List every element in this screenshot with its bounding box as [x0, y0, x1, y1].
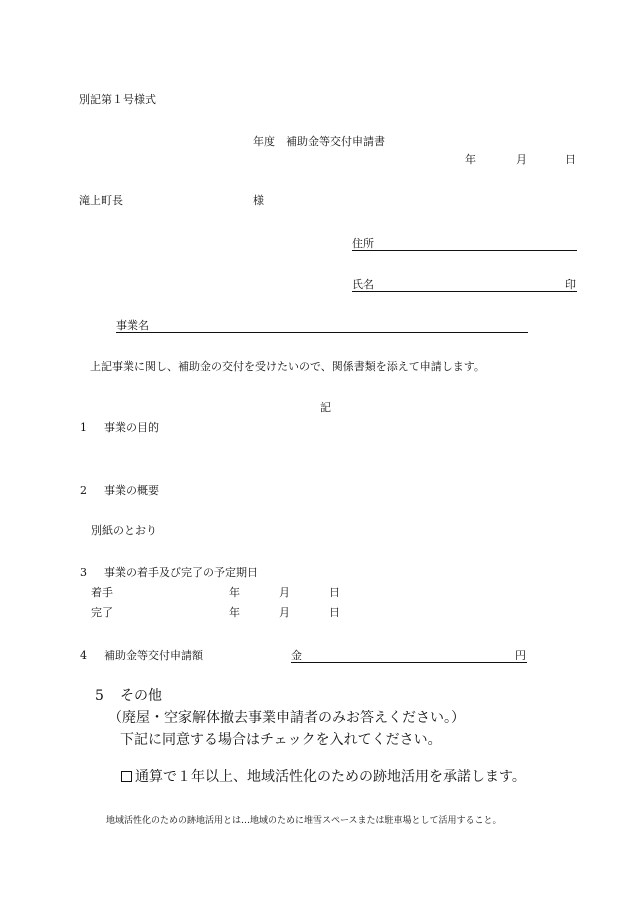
item-4-label: 補助金等交付申請額	[104, 649, 203, 662]
end-label: 完了	[91, 606, 113, 619]
item-5-label: その他	[120, 688, 162, 704]
item-3-number: 3	[80, 566, 87, 579]
footnote: 地域活性化のための跡地活用とは…地域のために堆雪スペースまたは駐車場として活用すること。	[106, 816, 502, 826]
seal-mark: 印	[565, 278, 576, 291]
addressee-name: 滝上町長	[79, 194, 123, 207]
start-month: 月	[279, 586, 290, 599]
project-name-field[interactable]	[116, 332, 528, 333]
item-1-number: 1	[80, 421, 87, 434]
address-field[interactable]	[352, 250, 577, 251]
date-year: 年	[465, 153, 476, 166]
start-day: 日	[329, 586, 340, 599]
date-month: 月	[516, 153, 527, 166]
amount-en: 円	[515, 649, 526, 662]
end-day: 日	[329, 606, 340, 619]
name-field[interactable]	[352, 291, 577, 292]
consent-label: 通算で１年以上、地域活性化のための跡地活用を承諾します。	[135, 769, 526, 785]
intro-text: 上記事業に関し、補助金の交付を受けたいので、関係書類を添えて申請します。	[90, 360, 485, 373]
item-4-number: 4	[80, 649, 87, 662]
ki-heading: 記	[320, 401, 331, 414]
amount-kin: 金	[291, 649, 302, 662]
start-label: 着手	[91, 586, 113, 599]
consent-checkbox[interactable]	[121, 771, 132, 782]
item-5-number: 5	[95, 688, 104, 704]
address-label: 住所	[352, 237, 374, 250]
project-name-label: 事業名	[116, 319, 149, 332]
document-title: 年度 補助金等交付申請書	[253, 135, 385, 148]
item-5-note: （廃屋・空家解体撤去事業申請者のみお答えください。）	[108, 710, 465, 726]
item-2-content: 別紙のとおり	[91, 524, 157, 537]
end-year: 年	[229, 606, 240, 619]
item-5-instruction: 下記に同意する場合はチェックを入れてください。	[120, 732, 442, 748]
item-3-label: 事業の着手及び完了の予定期日	[104, 566, 258, 579]
amount-field[interactable]	[291, 662, 527, 663]
name-label: 氏名	[352, 278, 374, 291]
form-id: 別記第１号様式	[79, 93, 156, 106]
item-2-label: 事業の概要	[104, 484, 159, 497]
end-month: 月	[279, 606, 290, 619]
addressee-honorific: 様	[253, 194, 264, 207]
item-2-number: 2	[80, 484, 87, 497]
start-year: 年	[229, 586, 240, 599]
item-1-label: 事業の目的	[104, 421, 159, 434]
date-day: 日	[565, 153, 576, 166]
